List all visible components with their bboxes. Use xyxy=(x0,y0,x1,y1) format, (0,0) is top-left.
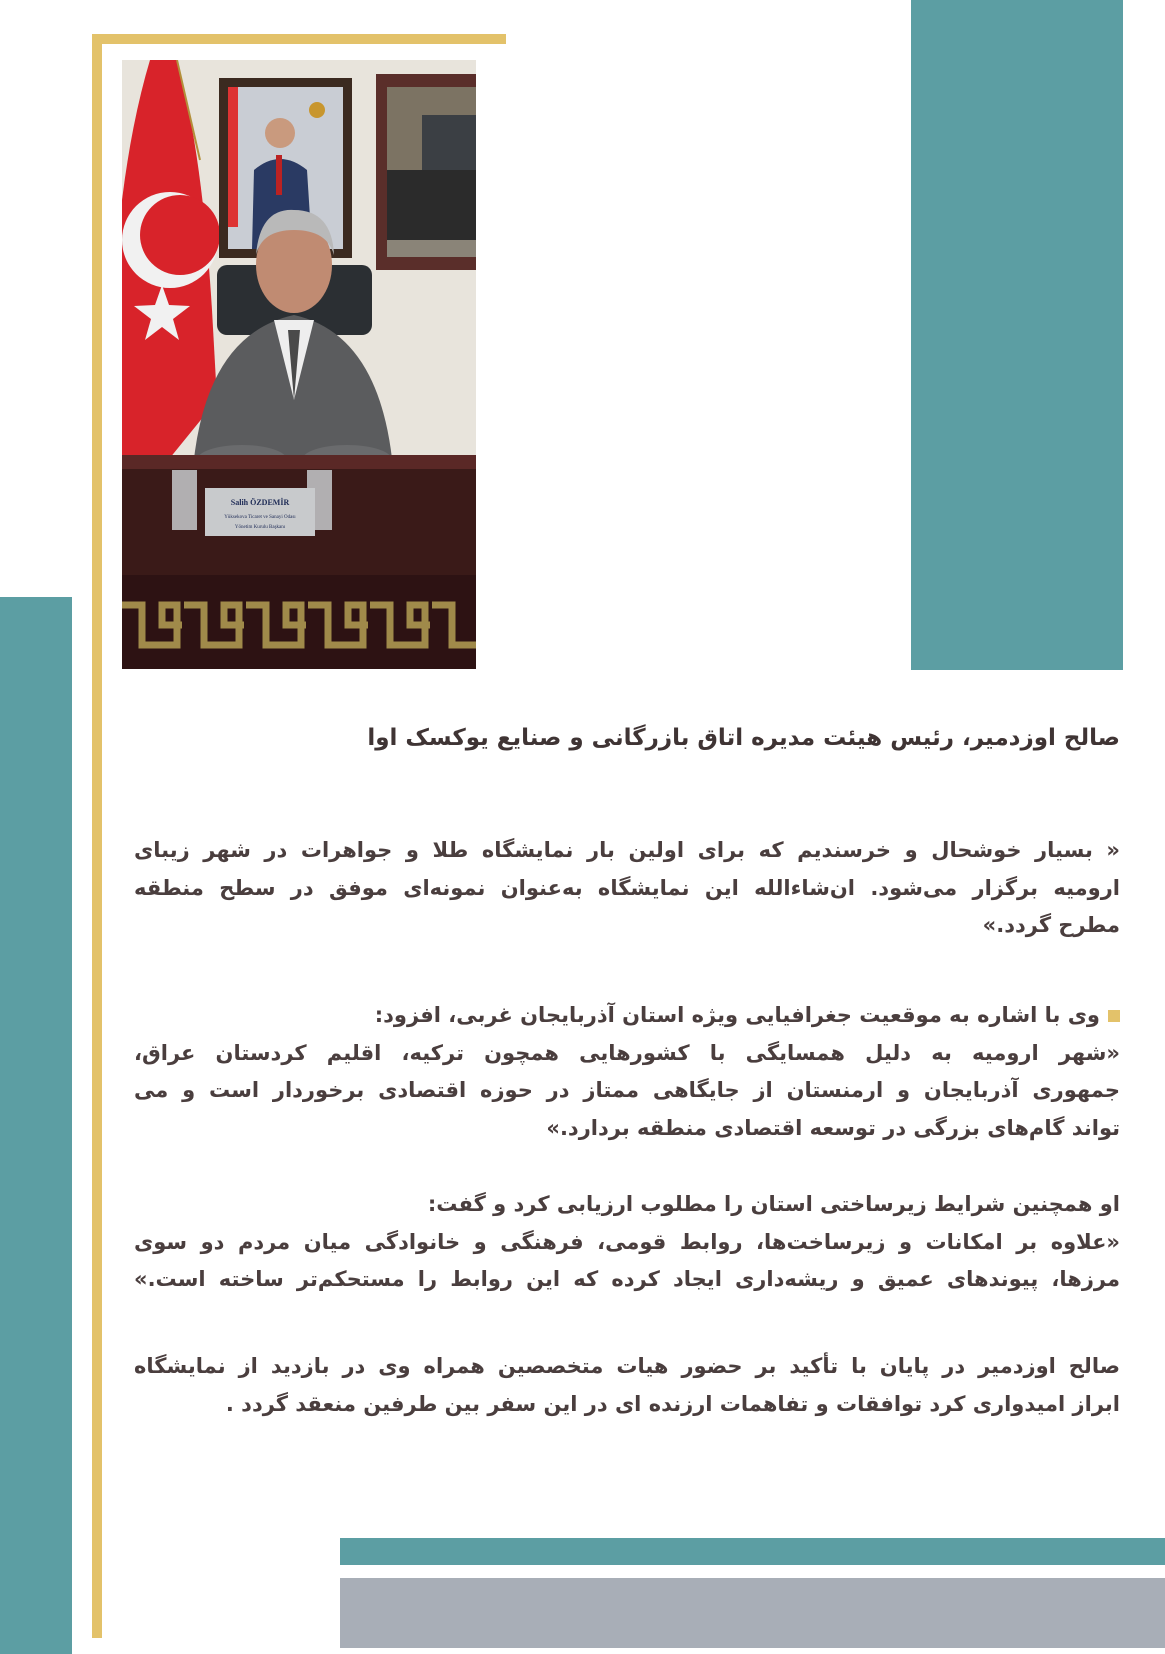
svg-text:Yüksekova Ticaret ve Sanayi Od: Yüksekova Ticaret ve Sanayi Odası xyxy=(224,515,296,520)
bullet-square-icon xyxy=(1108,1010,1120,1022)
text-line: «شهر ارومیه به دلیل همسایگی با کشورهایی همچون ترکیه، اقلیم کردستان عراق، xyxy=(134,1040,1120,1065)
nameplate xyxy=(205,488,315,536)
text-line: مرزها، پیوندهای عمیق و ریشه‌داری ایجاد کرده که این روابط را مستحکم‌تر ساخته است.» xyxy=(134,1267,1120,1291)
framed-photo-parliament xyxy=(376,74,476,270)
text-line: صالح اوزدمیر در پایان با تأکید بر حضور هیات متخصصین همراه وی در بازدید از نمایشگاه xyxy=(134,1354,1120,1378)
teal-decor-block-top-right xyxy=(911,0,1123,670)
text-line: جمهوری آذربایجان و ارمنستان از جایگاهی ممتاز در حوزه اقتصادی برخوردار است و می xyxy=(134,1078,1120,1102)
intro-line: او همچنین شرایط زیرساختی استان را مطلوب ارزیابی کرد و گفت: xyxy=(427,1192,1120,1216)
quote-paragraph-1 xyxy=(134,832,1120,945)
teal-decor-bar-bottom xyxy=(340,1538,1165,1565)
svg-text:Yönetim Kurulu Başkanı: Yönetim Kurulu Başkanı xyxy=(234,525,286,530)
gold-frame-left xyxy=(92,34,102,1638)
closing-paragraph xyxy=(134,1348,1120,1423)
quote-paragraph-2 xyxy=(134,997,1120,1147)
greek-key-ornament xyxy=(122,575,476,669)
text-line: « بسیار خوشحال و خرسندیم که برای اولین بار نمایشگاه طلا و جواهرات در شهر زیبای xyxy=(134,838,1120,862)
text-line: ارومیه برگزار می‌شود. ان‌شاءالله این نمایشگاه به‌عنوان نمونه‌ای موفق در سطح منطقه xyxy=(134,875,1120,900)
text-line: تواند گام‌های بزرگی در توسعه اقتصادی منطقه بردارد.» xyxy=(546,1115,1120,1140)
teal-decor-block-left xyxy=(0,597,72,1654)
svg-text:Salih ÖZDEMİR: Salih ÖZDEMİR xyxy=(230,498,290,507)
article-title: صالح اوزدمیر، رئیس هیئت مدیره اتاق بازرگانی و صنایع یوکسک اوا xyxy=(367,725,1120,751)
gold-frame-top xyxy=(92,34,506,44)
text-line: ابراز امیدواری کرد توافقات و تفاهمات ارزنده ای در این سفر بین طرفین منعقد گردد . xyxy=(225,1391,1120,1416)
intro-text: وی با اشاره به موقعیت جغرافیایی ویژه استان آذربایجان غربی، افزود: xyxy=(374,1003,1100,1027)
text-line: «علاوه بر امکانات و زیرساخت‌ها، روابط قومی، فرهنگی و خانوادگی میان مردم دو سوی xyxy=(134,1229,1120,1254)
gray-decor-bar-bottom xyxy=(340,1578,1165,1648)
portrait-photo xyxy=(122,60,476,669)
text-line: مطرح گردد.» xyxy=(982,913,1120,937)
quote-paragraph-3 xyxy=(134,1186,1120,1299)
bullet-intro-line xyxy=(134,997,1120,1035)
